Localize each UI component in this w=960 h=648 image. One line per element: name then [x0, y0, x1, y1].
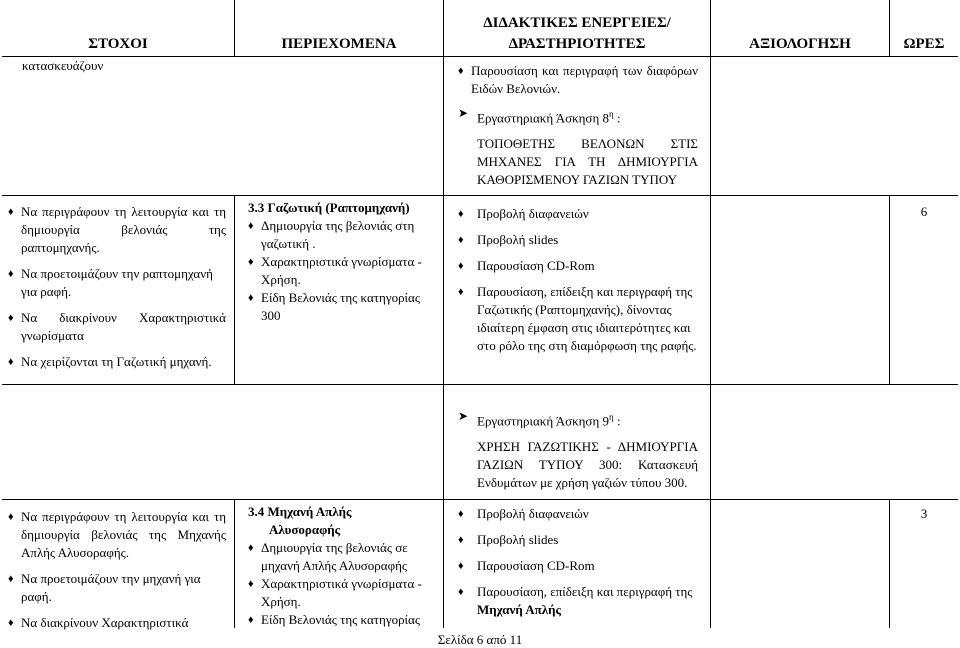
diamond-bullet-icon: ♦ [248, 256, 254, 268]
exercise-9-text: ΧΡΗΣΗ ΓΑΖΩΤΙΚΗΣ - ΔΗΜΙΟΥΡΓΙΑ ΓΑΖΙΩΝ ΤΥΠΟΥ 300: Κατασκευή Ενδυμάτων με χρήση γαζιών τύπου 300. [477, 439, 698, 491]
diamond-bullet-icon: ♦ [248, 292, 254, 304]
row1-bottom-rule [2, 195, 958, 196]
diamond-bullet-icon: ♦ [458, 260, 464, 272]
exercise-heading [458, 408, 698, 430]
header-activities-line1: ΔΙΔΑΚΤΙΚΕΣ ΕΝΕΡΓΕΙΕΣ/ [483, 15, 671, 31]
list-item: ♦ Παρουσίαση CD-Rom [458, 258, 595, 273]
list-item: ♦ Είδη Βελονιάς της κατηγορίας [248, 612, 421, 627]
header-goals: ΣΤΟΧΟΙ [88, 36, 148, 52]
exercise-9-sup: η [609, 412, 614, 422]
exercise-9-suffix: : [613, 413, 621, 429]
list-item: ♦ Να προετοιμάζουν την μηχανή για ραφή. [8, 571, 201, 604]
diamond-bullet-icon: ♦ [8, 356, 14, 368]
header-evaluation: ΑΞΙΟΛΟΓΗΣΗ [749, 36, 851, 52]
list-item: ♦ Να προετοιμάζουν την ραπτομηχανή για ραφή. [8, 266, 213, 299]
list-item: ♦ Να διακρίνουν Χαρακτηριστικά γνωρίσματα [8, 310, 226, 343]
list-item: ♦ Προβολή διαφανειών [458, 206, 589, 221]
row4-activities [458, 505, 698, 619]
page-number-footer: Σελίδα 6 από 11 [437, 632, 523, 647]
col-divider-3 [710, 0, 711, 628]
row4-hours: 3 [920, 506, 928, 521]
diamond-bullet-icon: ♦ [458, 234, 464, 246]
row2-bottom-rule [2, 384, 958, 385]
list-item: ♦ Προβολή slides [458, 532, 559, 547]
diamond-bullet-icon: ♦ [8, 268, 14, 280]
diamond-bullet-icon: ♦ [458, 560, 464, 572]
row4-goals [8, 508, 226, 632]
list-item: ♦ Προβολή slides [458, 232, 559, 247]
diamond-bullet-icon: ♦ [458, 508, 464, 520]
list-item: ♦ Δημιουργία της βελονιάς στη γαζωτική . [248, 218, 415, 251]
row3-bottom-rule [2, 499, 958, 500]
list-item: ♦ Παρουσίαση, επίδειξη και περιγραφή της Μηχανή Απλής [458, 584, 693, 617]
list-item: ♦ Παρουσίαση CD-Rom [458, 558, 595, 573]
diamond-bullet-icon: ♦ [248, 220, 254, 232]
exercise-8-text: ΤΟΠΟΘΕΤΗΣ ΒΕΛΟΝΩΝ ΣΤΙΣ ΜΗΧΑΝΕΣ ΓΙΑ ΤΗ ΔΗΜΙΟΥΡΓΙΑ ΚΑΘΟΡΙΣΜΕΝΟΥ ΓΑΖΙΩΝ ΤΥΠΟΥ [477, 136, 698, 188]
diamond-bullet-icon: ♦ [458, 534, 464, 546]
diamond-bullet-icon: ♦ [458, 286, 464, 298]
diamond-bullet-icon: ♦ [8, 206, 14, 218]
diamond-bullet-icon: ♦ [458, 586, 464, 598]
header-bottom-rule [2, 56, 958, 57]
col-divider-1-row4 [234, 499, 235, 628]
list-item: ♦ Να περιγράφουν τη λειτουργία και τη δημιουργία βελονιάς της Μηχανής Απλής Αλυσοραφής. [8, 509, 226, 560]
col-divider-2 [443, 0, 444, 628]
exercise-9-label: Εργαστηριακή Άσκηση 9 [477, 413, 609, 429]
diamond-bullet-icon: ♦ [248, 614, 254, 626]
row2-contents [248, 199, 438, 325]
header-activities [444, 13, 710, 54]
list-item: ♦ Χαρακτηριστικά γνωρίσματα - Χρήση. [248, 254, 422, 287]
header-hours: ΩΡΕΣ [903, 36, 945, 52]
diamond-bullet-icon: ♦ [458, 65, 464, 77]
row3-activities [458, 408, 698, 492]
diamond-bullet-icon: ♦ [458, 208, 464, 220]
exercise-heading [458, 105, 698, 127]
list-item: ♦ Δημιουργία της βελονιάς σε μηχανή Απλής Αλυσοραφής [248, 540, 408, 573]
diamond-bullet-icon: ♦ [248, 578, 254, 590]
row2-hours: 6 [920, 204, 928, 219]
list-item: ♦ Να περιγράφουν τη λειτουργία και τη δημιουργία βελονιάς της ραπτομηχανής. [8, 204, 226, 255]
list-item: ♦ Είδη Βελονιάς της κατηγορίας 300 [248, 290, 421, 323]
list-item: ♦ Χαρακτηριστικά γνωρίσματα - Χρήση. [248, 576, 422, 609]
row1-goals-text: κατασκευάζουν [22, 58, 104, 73]
list-item: ♦ Να χειρίζονται τη Γαζωτική μηχανή. [8, 354, 212, 369]
header-contents: ΠΕΡΙΕΧΟΜΕΝΑ [281, 36, 397, 52]
section-3-3-title: 3.3 Γαζωτική (Ραπτομηχανή) [248, 200, 410, 215]
exercise-8-sup: η [609, 109, 614, 119]
row4-contents [248, 503, 438, 629]
diamond-bullet-icon: ♦ [248, 542, 254, 554]
list-item: ♦ Παρουσίαση και περιγραφή των διαφόρων Ειδών Βελονιών. [458, 63, 698, 96]
col-divider-1-row2 [234, 195, 235, 384]
section-3-4-title-line1: 3.4 Μηχανή Απλής [248, 504, 352, 519]
exercise-8-suffix: : [613, 110, 621, 126]
diamond-bullet-icon: ♦ [8, 573, 14, 585]
row1-activities [458, 62, 698, 189]
section-3-4-title-line2: Αλυσοραφής [269, 522, 341, 537]
row2-activities [458, 205, 698, 355]
exercise-8-label: Εργαστηριακή Άσκηση 8 [477, 110, 609, 126]
col-divider-4-row2 [889, 195, 890, 384]
arrow-bullet-icon: ➤ [458, 106, 469, 120]
list-item: ♦ Προβολή διαφανειών [458, 506, 589, 521]
row2-goals [8, 203, 226, 371]
list-item: ♦ Παρουσίαση, επίδειξη και περιγραφή της Γαζωτικής (Ραπτομηχανής), δίνοντας ιδιαίτερη έμφαση στις ιδιαιτερότητες και στο ρόλο της στη διαμόρφωση της ραφής. [458, 284, 697, 353]
diamond-bullet-icon: ♦ [8, 617, 14, 629]
diamond-bullet-icon: ♦ [8, 312, 14, 324]
list-item: ♦ Να διακρίνουν Χαρακτηριστικά [8, 615, 189, 630]
diamond-bullet-icon: ♦ [8, 511, 14, 523]
arrow-bullet-icon: ➤ [458, 409, 469, 423]
header-activities-line2: ΔΡΑΣΤΗΡΙΟΤΗΤΕΣ [508, 36, 646, 52]
